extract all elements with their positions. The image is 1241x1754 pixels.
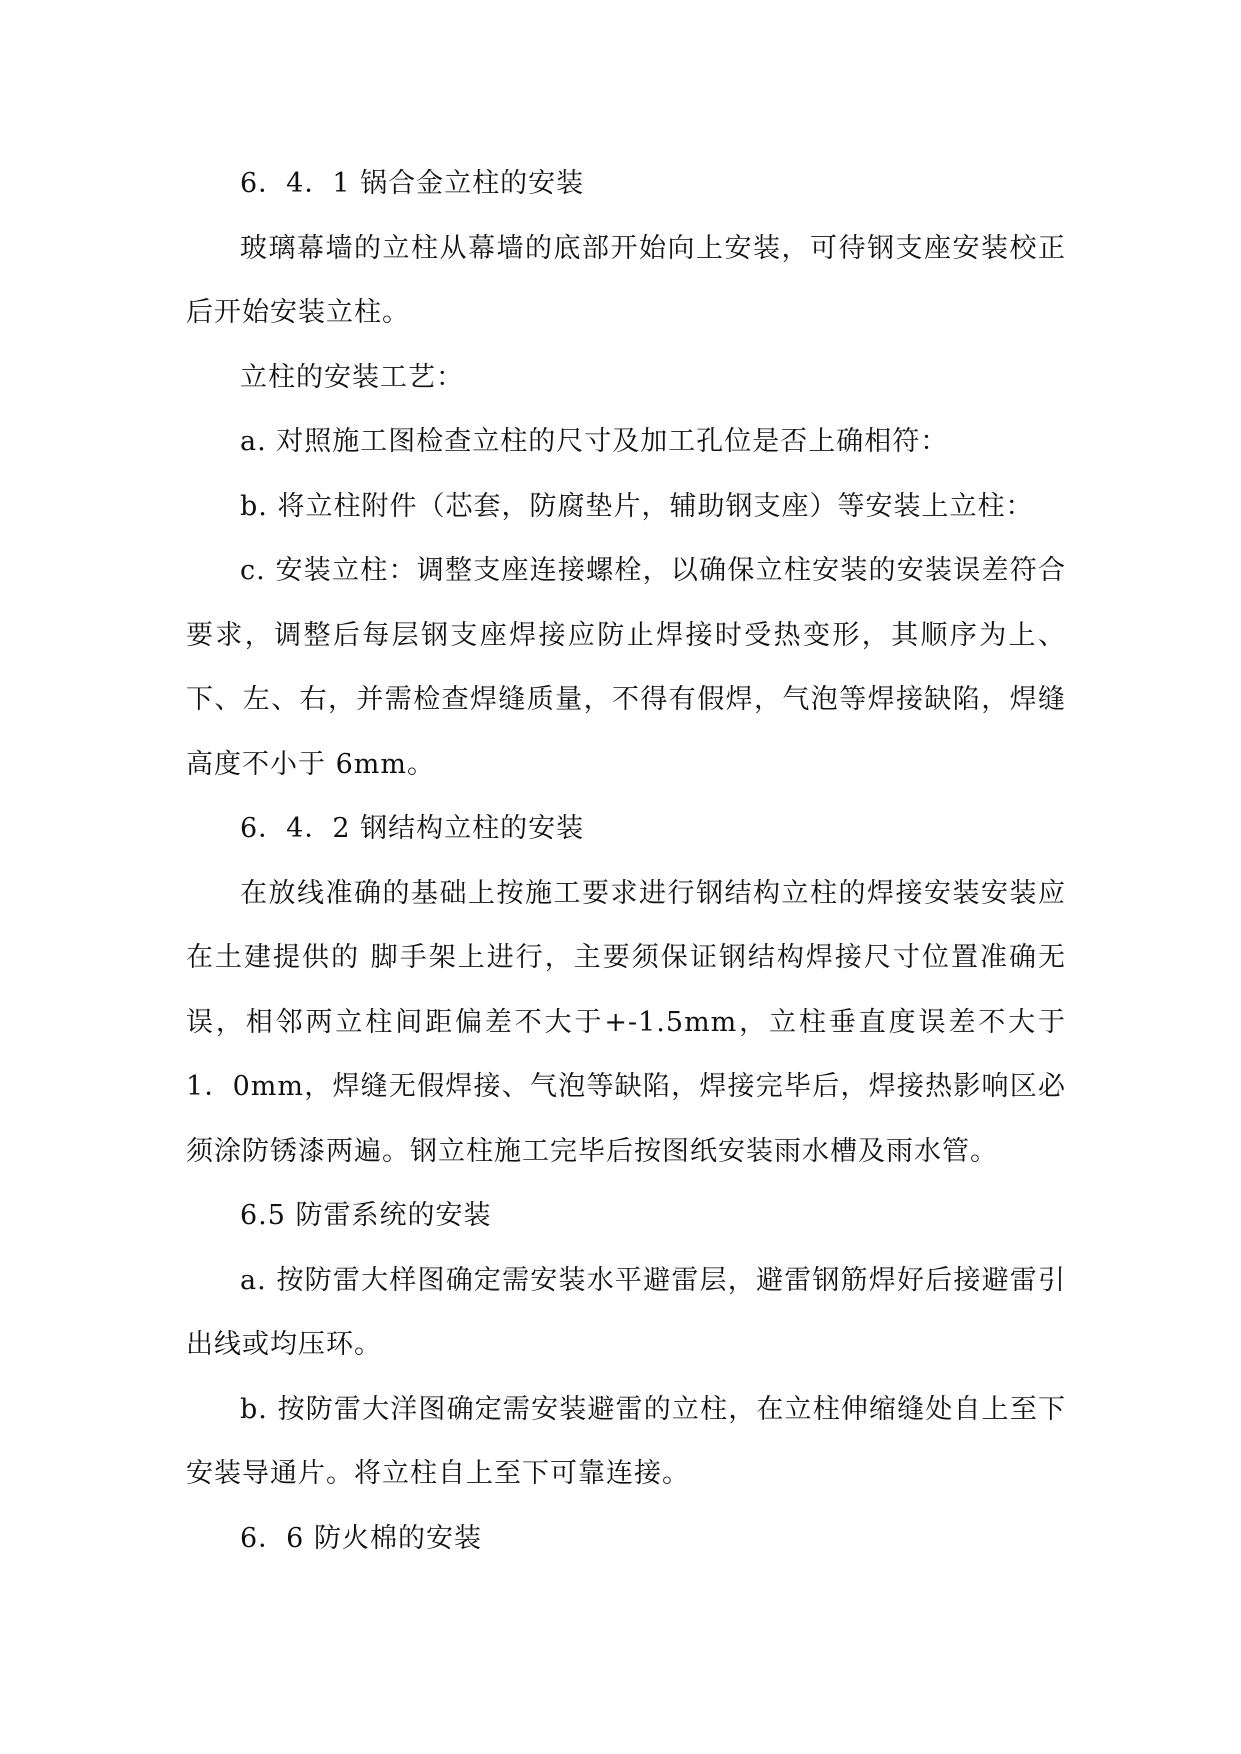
document-body (186, 152, 1066, 1571)
list-item-a: a. 对照施工图检查立柱的尺寸及加工孔位是否上确相符： (240, 426, 949, 457)
list-item-b: b. 将立柱附件（芯套，防腐垫片，辅助钢支座）等安装上立柱： (240, 490, 1034, 522)
paragraph-mullion-install-order: 玻璃幕墙的立柱从幕墙的底部开始向上安装，可待钢支座安装校正后开始安装立柱。 (186, 232, 1066, 328)
lightning-item-a: a. 按防雷大样图确定需安装水平避雷层，避雷钢筋焊好后接避雷引出线或均压环。 (186, 1264, 1066, 1360)
list-item-c: c. 安装立柱：调整支座连接螺栓，以确保立柱安装的安装误差符合要求，调整后每层钢支座焊接应防止焊接时受热变形，其顺序为上、下、左、右，并需检查焊缝质量，不得有假焊，气泡等焊接缺陷，焊缝高度不小于 6mm。 (186, 555, 1066, 780)
paragraph-steel-mullion: 在放线准确的基础上按施工要求进行钢结构立柱的焊接安装安装应在土建提供的 脚手架上进行，主要须保证钢结构焊接尺寸位置准确无误，相邻两立柱间距偏差不大于+-1.5mm，立柱垂直度误差不大于 1．0mm，焊缝无假焊接、气泡等缺陷，焊接完毕后，焊接热影响区必须涂防锈漆两遍。钢立柱施工完毕后按图纸安装雨水槽及雨水管。 (186, 877, 1066, 1167)
section-heading-6-6: 6．6 防火棉的安装 (240, 1522, 482, 1554)
section-heading-6-4-2: 6．4．2 钢结构立柱的安装 (240, 813, 585, 844)
paragraph-mullion-process-label: 立柱的安装工艺： (240, 361, 464, 393)
section-heading-6-4-1: 6．4．1 锅合金立柱的安装 (240, 168, 585, 199)
section-heading-6-5: 6.5 防雷系统的安装 (240, 1200, 492, 1231)
lightning-item-b: b. 按防雷大洋图确定需安装避雷的立柱，在立柱伸缩缝处自上至下安装导通片。将立柱自上至下可靠连接。 (186, 1393, 1066, 1489)
